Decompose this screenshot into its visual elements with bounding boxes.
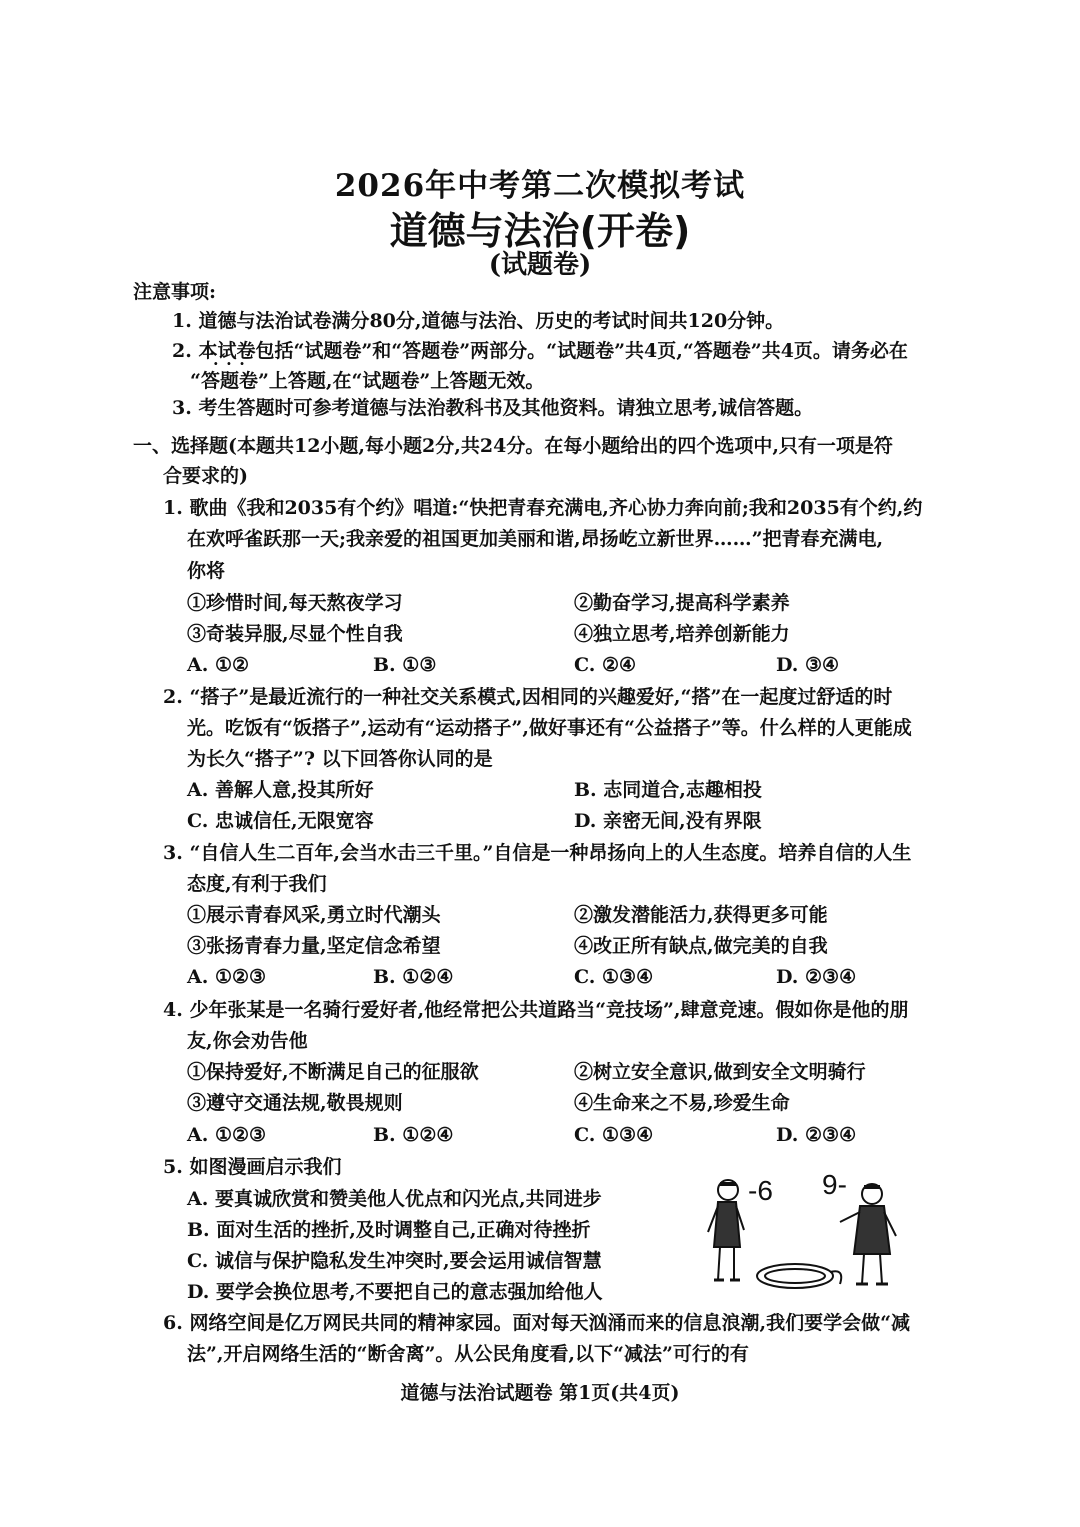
- question-1-line-1: 1. 歌曲《我和2035有个约》唱道:“快把青春充满电,齐心协力奔向前;我和2035有个约,约: [163, 497, 923, 519]
- notes-item-3: 3. 考生答题时可参考道德与法治教科书及其他资料。请独立思考,诚信答题。: [172, 397, 814, 419]
- question-5-option-a: A. 要真诚欣赏和赞美他人优点和闪光点,共同进步: [187, 1188, 602, 1210]
- question-4-option-d: D. ②③④: [776, 1124, 857, 1146]
- question-1-line-3: 你将: [187, 560, 226, 582]
- question-3-statement-1: ①展示青春风采,勇立时代潮头: [187, 904, 441, 926]
- question-2-line-2: 光。吃饭有“饭搭子”,运动有“运动搭子”,做好事还有“公益搭子”等。什么样的人更能成: [187, 717, 912, 739]
- question-6-line-2: 法”,开启网络生活的“断舍离”。从公民角度看,以下“减法”可行的有: [187, 1343, 749, 1365]
- question-3-statement-4: ④改正所有缺点,做完美的自我: [574, 935, 828, 957]
- question-4-line-1: 4. 少年张某是一名骑行爱好者,他经常把公共道路当“竞技场”,肆意竞速。假如你是他的朋: [163, 999, 909, 1021]
- question-3-option-a: A. ①②③: [187, 966, 267, 988]
- exam-title: 2026年中考第二次模拟考试: [334, 168, 746, 204]
- notes-item-2-line-1: 2. 本试卷包括“试题卷”和“答题卷”两部分。“试题卷”共4页,“答题卷”共4页。请务必在: [172, 340, 908, 362]
- question-5-option-c: C. 诚信与保护隐私发生冲突时,要会运用诚信智慧: [187, 1250, 602, 1272]
- question-4-statement-2: ②树立安全意识,做到安全文明骑行: [574, 1061, 866, 1083]
- question-1-statement-3: ③奇装异服,尽显个性自我: [187, 623, 403, 645]
- question-3-option-d: D. ②③④: [776, 966, 857, 988]
- question-2-line-1: 2. “搭子”是最近流行的一种社交关系模式,因相同的兴趣爱好,“搭”在一起度过舒适的时: [163, 686, 893, 708]
- question-4-statement-4: ④生命来之不易,珍爱生命: [574, 1092, 790, 1114]
- question-2-option-b: B. 志同道合,志趣相投: [574, 779, 762, 801]
- section-1-heading: 一、选择题(本题共12小题,每小题2分,共24分。在每小题给出的四个选项中,只有一项是符: [133, 435, 893, 457]
- question-2-line-3: 为长久“搭子”? 以下回答你认同的是: [187, 748, 493, 770]
- emphasis-dots: · · · 答题卷: [201, 370, 258, 392]
- section-1-heading-cont: 合要求的): [163, 465, 248, 487]
- question-1-statement-1: ①珍惜时间,每天熬夜学习: [187, 592, 403, 614]
- question-5-option-b: B. 面对生活的挫折,及时调整自己,正确对待挫折: [187, 1219, 591, 1241]
- question-4-line-2: 友,你会劝告他: [187, 1030, 308, 1052]
- question-4-option-c: C. ①③④: [574, 1124, 654, 1146]
- question-1-option-a: A. ①②: [187, 654, 250, 676]
- question-2-option-c: C. 忠诚信任,无限宽容: [187, 810, 374, 832]
- notes-heading: 注意事项:: [133, 281, 217, 303]
- right-person-figure: [840, 1184, 896, 1284]
- question-5-line-1: 5. 如图漫画启示我们: [163, 1156, 342, 1178]
- cartoon-left-text: -6: [748, 1175, 773, 1206]
- question-4-statement-3: ③遵守交通法规,敬畏规则: [187, 1092, 403, 1114]
- question-3-line-2: 态度,有利于我们: [187, 873, 327, 895]
- question-3-line-1: 3. “自信人生二百年,会当水击三千里。”自信是一种昂扬向上的人生态度。培养自信的人生: [163, 842, 912, 864]
- page-footer: 道德与法治试题卷 第1页(共4页): [400, 1382, 680, 1404]
- question-1-option-d: D. ③④: [776, 654, 840, 676]
- question-3-option-b: B. ①②④: [373, 966, 454, 988]
- question-2-option-a: A. 善解人意,投其所好: [187, 779, 374, 801]
- question-3-statement-2: ②激发潜能活力,获得更多可能: [574, 904, 828, 926]
- subject-title: 道德与法治(开卷): [389, 209, 691, 253]
- question-3-statement-3: ③张扬青春力量,坚定信念希望: [187, 935, 441, 957]
- question-2-option-d: D. 亲密无间,没有界限: [574, 810, 762, 832]
- question-4-statement-1: ①保持爱好,不断满足自己的征服欲: [187, 1061, 479, 1083]
- question-4-option-b: B. ①②④: [373, 1124, 454, 1146]
- notes-item-1: 1. 道德与法治试卷满分80分,道德与法治、历史的考试时间共120分钟。: [172, 310, 785, 332]
- question-1-statement-2: ②勤奋学习,提高科学素养: [574, 592, 790, 614]
- question-4-option-a: A. ①②③: [187, 1124, 267, 1146]
- question-1-option-c: C. ②④: [574, 654, 637, 676]
- question-1-option-b: B. ①③: [373, 654, 437, 676]
- question-3-option-c: C. ①③④: [574, 966, 654, 988]
- notes-item-2-line-2: “· · · 答题卷”上答题,在“试题卷”上答题无效。: [190, 372, 544, 391]
- paper-type: (试题卷): [488, 250, 592, 280]
- ground-numeral-drawing: [757, 1264, 841, 1288]
- cartoon-right-text: 9-: [822, 1172, 847, 1200]
- left-person-figure: [708, 1180, 744, 1280]
- cartoon-illustration: [700, 1172, 950, 1292]
- question-1-line-2: 在欢呼雀跃那一天;我亲爱的祖国更加美丽和谐,昂扬屹立新世界……”把青春充满电,: [187, 528, 884, 550]
- question-5-option-d: D. 要学会换位思考,不要把自己的意志强加给他人: [187, 1281, 603, 1303]
- question-1-statement-4: ④独立思考,培养创新能力: [574, 623, 790, 645]
- question-6-line-1: 6. 网络空间是亿万网民共同的精神家园。面对每天汹涌而来的信息浪潮,我们要学会做“减: [163, 1312, 910, 1334]
